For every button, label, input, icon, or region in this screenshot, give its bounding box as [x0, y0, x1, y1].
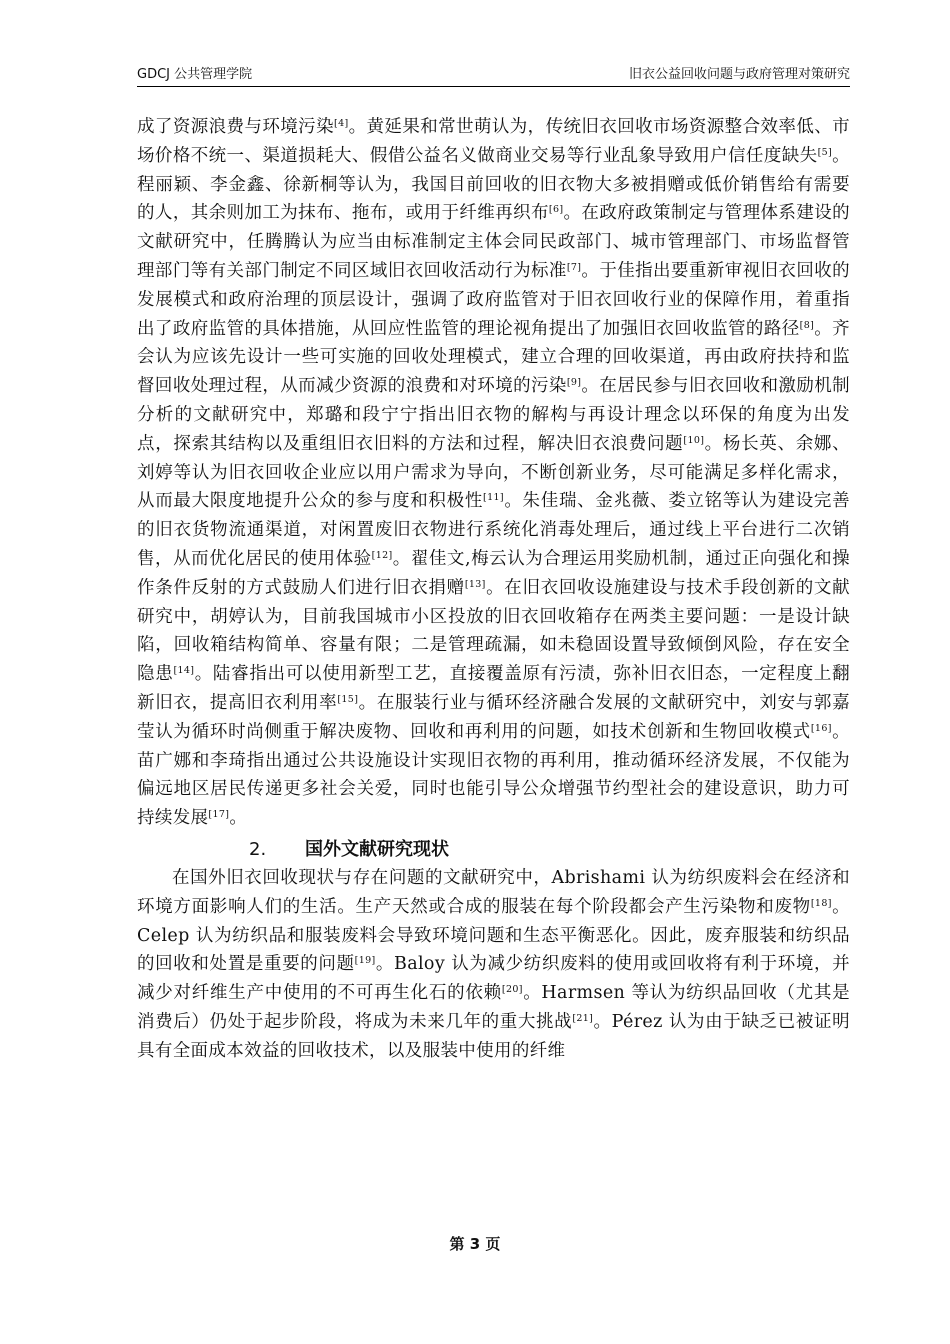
- text-span: 。朱佳瑞、金兆薇、娄立铭等认为建设完善的旧衣货物流通渠道，对闲置废旧衣物进行系统化消毒处理后，通过线上平台进行二次销售，从而优化居民的使用体验: [137, 491, 850, 569]
- citation-17: [17]: [208, 809, 230, 821]
- section-heading: [137, 836, 850, 864]
- paragraph-foreign-literature: [137, 864, 850, 1066]
- paragraph-domestic-literature: [137, 113, 850, 833]
- text-span: 在国外旧衣回收现状与存在问题的文献研究中，Abrishami 认为纺织废料会在经济和环境方面影响人们的生活。生产天然或合成的服装在每个阶段都会产生污染物和废物: [137, 867, 850, 917]
- citation-11: [11]: [483, 492, 504, 504]
- citation-10: [10]: [683, 434, 705, 446]
- page-number: 第 3 页: [449, 1235, 501, 1253]
- page-header: [137, 64, 850, 87]
- citation-16: [16]: [810, 722, 832, 734]
- citation-9: [9]: [566, 377, 582, 389]
- header-thesis-title: 旧衣公益回收问题与政府管理对策研究: [628, 67, 850, 82]
- section-number: 2.: [249, 838, 267, 860]
- text-span: 。Celep 认为纺织品和服装废料会导致环境问题和生态平衡恶化。因此，废弃服装和纺织品的回收和处置是重要的问题: [137, 896, 850, 975]
- citation-4: [4]: [334, 118, 349, 129]
- text-span: 。齐会认为应该先设计一些可实施的回收处理模式，建立合理的回收渠道，再由政府扶持和监督回收处理过程，从而减少资源的浪费和对环境的污染: [137, 318, 850, 397]
- text-span: 。在服装行业与循环经济融合发展的文献研究中，刘安与郭嘉莹认为循环时尚侧重于解决废物、回收和再利用的问题，如技术创新和生物回收模式: [137, 692, 850, 742]
- text-span: 。在旧衣回收设施建设与技术手段创新的文献研究中，胡婷认为，目前我国城市小区投放的旧衣回收箱存在两类主要问题：一是设计缺陷，回收箱结构简单、容量有限；二是管理疏漏，如未稳固设置导致倾倒风险，存在安全隐患: [137, 577, 850, 685]
- text-span: 。Pérez 认为由于缺乏已被证明具有全面成本效益的回收技术，以及服装中使用的纤维: [137, 1011, 850, 1061]
- citation-18: [18]: [810, 897, 832, 909]
- text-span: 。翟佳文,梅云认为合理运用奖励机制，通过正向强化和操作条件反射的方式鼓励人们进行旧衣捐赠: [137, 548, 850, 598]
- citation-7: [7]: [566, 261, 582, 273]
- text-span: 。Harmsen 等认为纺织品回收（尤其是消费后）仍处于起步阶段，将成为未来几年的重大挑战: [137, 983, 850, 1032]
- text-span: 。杨长英、余娜、刘婷等认为旧衣回收企业应以用户需求为导向，不断创新业务，尽可能满足多样化需求，从而最大限度地提升公众的参与度和积极性: [137, 433, 850, 512]
- citation-13: [13]: [464, 578, 486, 590]
- text-span: 。在政府政策制定与管理体系建设的文献研究中，任腾腾认为应当由标准制定主体会同民政部门、城市管理部门、市场监督管理部门等有关部门制定不同区域旧衣回收活动行为标准: [137, 203, 850, 281]
- citation-15: [15]: [337, 693, 359, 705]
- citation-19: [19]: [354, 955, 376, 967]
- citation-8: [8]: [799, 319, 815, 331]
- text-span: 。程丽颖、李金鑫、徐新桐等认为，我国目前回收的旧衣物大多被捐赠或低价销售给有需要的人，其余则加工为抹布、拖布，或用于纤维再织布: [137, 145, 851, 224]
- text-span: 。在居民参与旧衣回收和激励机制分析的文献研究中，郑璐和段宁宁指出旧衣物的解构与再设计理念以环保的角度为出发点，探索其结构以及重组旧衣旧料的方法和过程，解决旧衣浪费问题: [137, 376, 851, 454]
- citation-21: [21]: [572, 1012, 594, 1024]
- text-span: 成了资源浪费与环境污染: [137, 117, 335, 137]
- text-span: 。苗广娜和李琦指出通过公共设施设计实现旧衣物的再利用，推动循环经济发展，不仅能为偏远地区居民传递更多社会关爱，同时也能引导公众增强节约型社会的建设意识，助力可持续发展: [137, 721, 850, 829]
- citation-14: [14]: [173, 665, 195, 677]
- text-span: 。于佳指出要重新审视旧衣回收的发展模式和政府治理的顶层设计，强调了政府监管对于旧衣回收行业的保障作用，着重指出了政府监管的具体措施，从回应性监管的理论视角提出了加强旧衣回收监管的路径: [137, 260, 851, 339]
- citation-5: [5]: [817, 146, 833, 158]
- text-span: 。: [229, 808, 248, 829]
- text-span: 。黄延果和常世萌认为，传统旧衣回收市场资源整合效率低、市场价格不统一、渠道损耗大、假借公益名义做商业交易等行业乱象导致用户信任度缺失: [137, 117, 850, 166]
- text-span: 。陆睿指出可以使用新型工艺，直接覆盖原有污渍，弥补旧衣旧态，一定程度上翻新旧衣，提高旧衣利用率: [137, 664, 850, 713]
- text-span: 。Baloy 认为减少纺织废料的使用或回收将有利于环境，并减少对纤维生产中使用的不可再生化石的依赖: [137, 954, 850, 1004]
- citation-20: [20]: [501, 984, 523, 996]
- header-school: GDCJ 公共管理学院: [137, 67, 253, 82]
- body-text: [137, 113, 850, 1066]
- section-title: 国外文献研究现状: [305, 838, 449, 860]
- citation-12: [12]: [371, 549, 393, 561]
- citation-6: [6]: [548, 204, 564, 216]
